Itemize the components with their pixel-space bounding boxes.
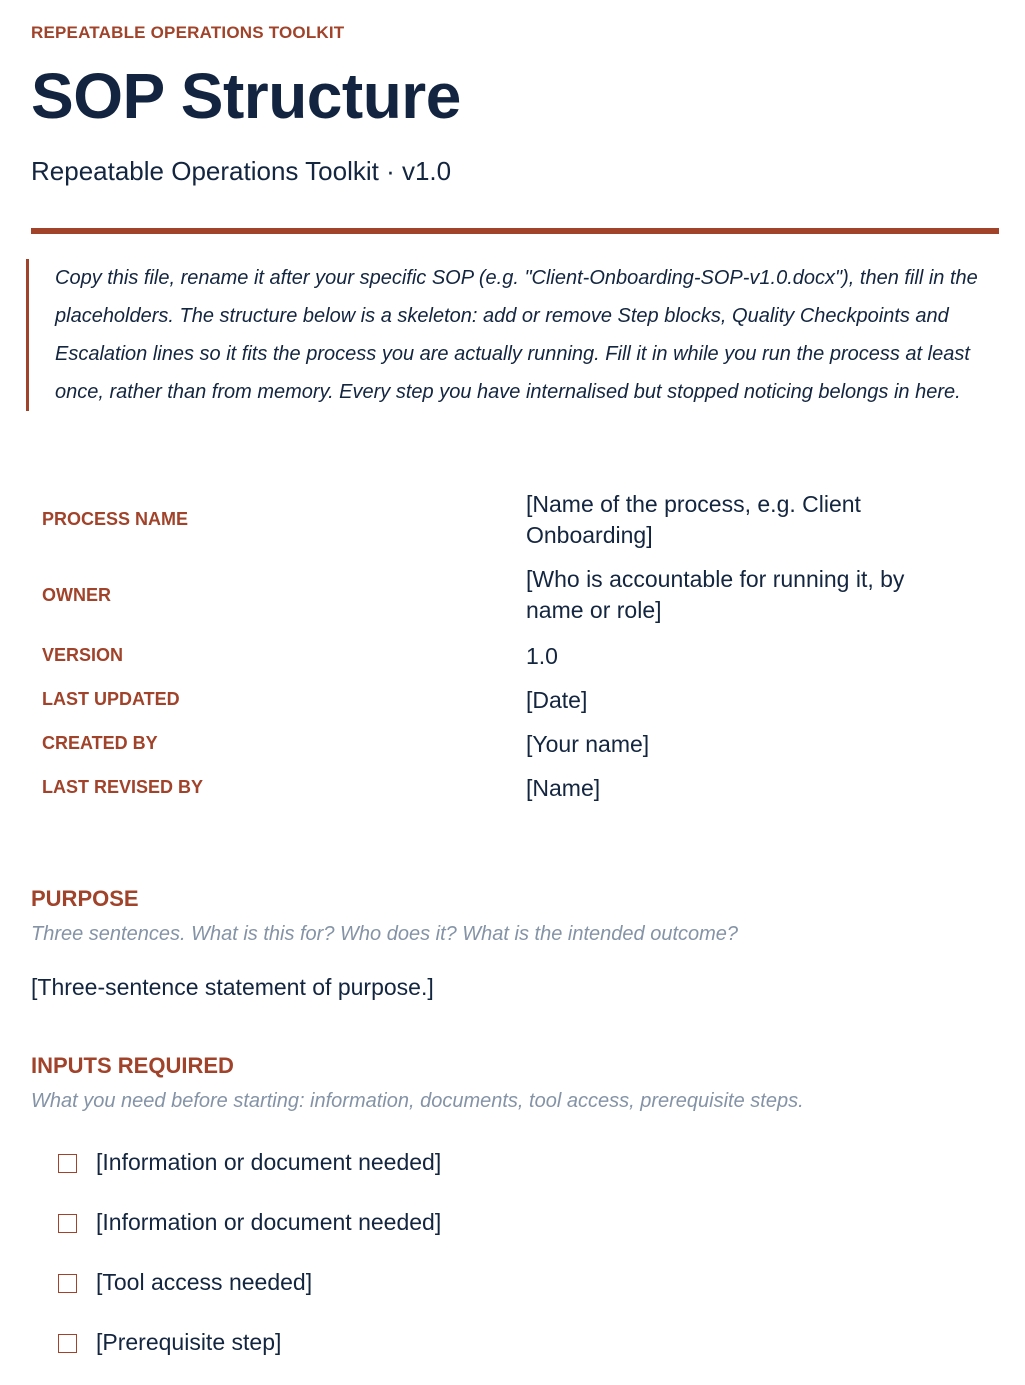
meta-value[interactable]: [Your name] bbox=[526, 731, 650, 757]
inputs-heading: INPUTS REQUIRED bbox=[31, 1053, 234, 1078]
checkbox[interactable] bbox=[58, 1154, 77, 1173]
checklist-label: [Information or document needed] bbox=[96, 1209, 442, 1235]
inputs-hint: What you need before starting: information, documents, tool access, prerequisite steps. bbox=[31, 1090, 804, 1112]
intro-callout: Copy this file, rename it after your specific SOP (e.g. "Client-Onboarding-SOP-v1.0.docx"), then fill in the placeholders. The structure below is a skeleton: add or remove Step blocks, Quality Checkpoints and Escalation lines so it fits the process you are actually running. Fill it in while you run the process at least once, rather than from memory. Every step you have internalised but stopped noticing belongs in here. bbox=[26, 259, 994, 411]
meta-label: CREATED BY bbox=[42, 733, 158, 753]
toolkit-kicker: REPEATABLE OPERATIONS TOOLKIT bbox=[31, 23, 345, 42]
meta-label: OWNER bbox=[42, 585, 111, 605]
meta-value[interactable]: [Name of the process, e.g. Client Onboarding] bbox=[526, 491, 861, 548]
header-divider bbox=[31, 228, 999, 234]
purpose-body[interactable]: [Three-sentence statement of purpose.] bbox=[31, 974, 434, 1000]
checkbox[interactable] bbox=[58, 1334, 77, 1353]
meta-label: LAST REVISED BY bbox=[42, 777, 204, 797]
meta-value[interactable]: 1.0 bbox=[526, 643, 558, 669]
checkbox[interactable] bbox=[58, 1274, 77, 1293]
meta-label: VERSION bbox=[42, 645, 124, 665]
meta-value[interactable]: [Date] bbox=[526, 687, 588, 713]
purpose-heading: PURPOSE bbox=[31, 886, 139, 911]
meta-value[interactable]: [Who is accountable for running it, by name or role] bbox=[526, 566, 905, 623]
page-subtitle: Repeatable Operations Toolkit · v1.0 bbox=[31, 156, 452, 186]
checklist-label: [Information or document needed] bbox=[96, 1149, 442, 1175]
meta-value[interactable]: [Name] bbox=[526, 775, 601, 801]
checkbox[interactable] bbox=[58, 1214, 77, 1233]
meta-label: LAST UPDATED bbox=[42, 689, 180, 709]
checklist-label: [Prerequisite step] bbox=[96, 1329, 282, 1355]
meta-label: PROCESS NAME bbox=[42, 509, 189, 529]
purpose-hint: Three sentences. What is this for? Who does it? What is the intended outcome? bbox=[31, 923, 739, 945]
checklist-label: [Tool access needed] bbox=[96, 1269, 313, 1295]
page-title: SOP Structure bbox=[31, 60, 461, 132]
